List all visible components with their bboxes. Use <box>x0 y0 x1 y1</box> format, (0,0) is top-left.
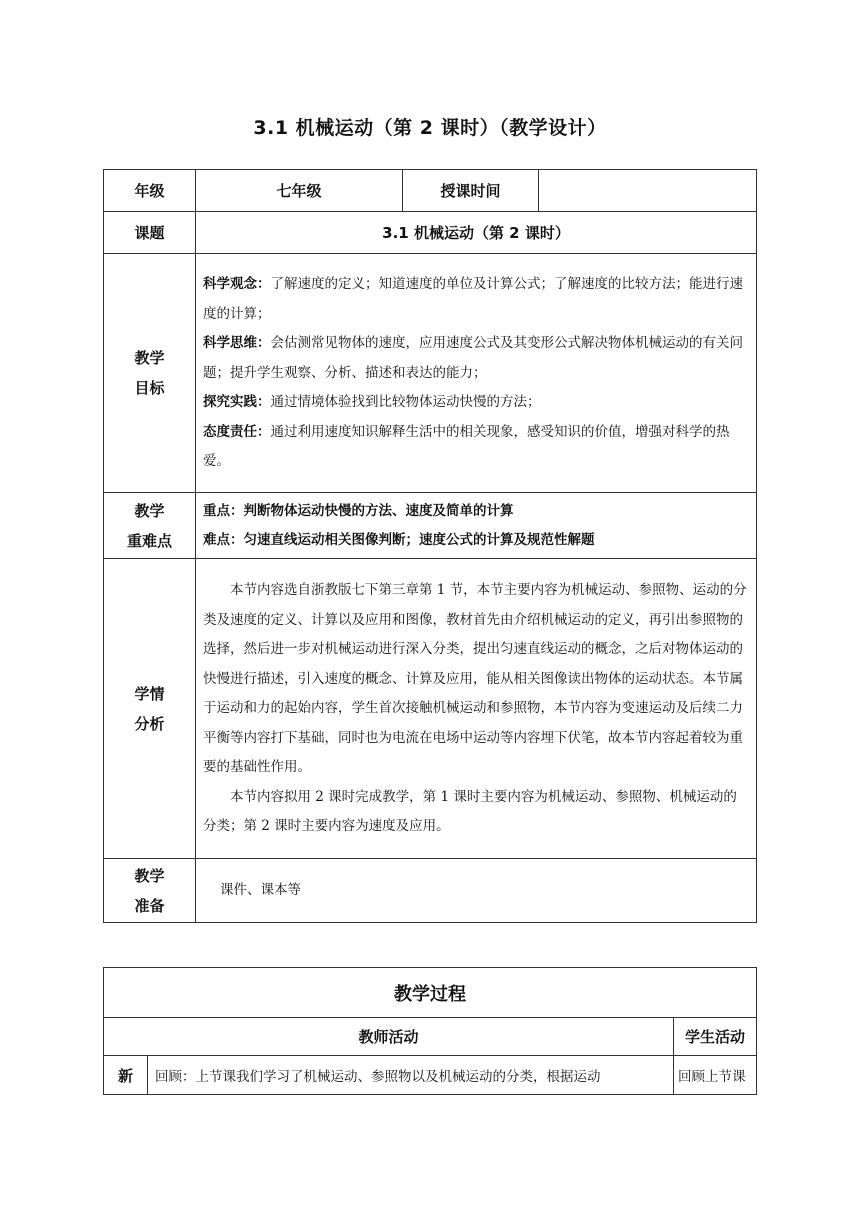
difficult-point-text: 难点：匀速直线运动相关图像判断；速度公式的计算及规范性解题 <box>203 532 595 548</box>
key-points-row <box>104 493 757 559</box>
objective-item <box>203 388 749 418</box>
analysis-label <box>104 559 196 859</box>
grade-label: 年级 <box>104 170 196 212</box>
topic-row <box>104 212 757 254</box>
student-activity-header: 学生活动 <box>674 1018 757 1056</box>
teacher-activity-text: 回顾：上节课我们学习了机械运动、参照物以及机械运动的分类，根据运动 <box>148 1056 674 1095</box>
analysis-label-1: 学情 <box>134 684 165 703</box>
student-activity-text: 回顾上节课 <box>674 1056 757 1095</box>
objective-text: 了解速度的定义；知道速度的单位及计算公式；了解速度的比较方法；能进行速度的计算； <box>203 276 743 322</box>
objective-text: 通过利用速度知识解释生活中的相关现象，感受知识的价值，增强对科学的热爱。 <box>203 423 730 470</box>
preparation-label <box>104 859 196 923</box>
process-title-row <box>104 968 757 1018</box>
objectives-content <box>196 254 757 493</box>
topic-label: 课题 <box>104 212 196 254</box>
objective-item <box>203 270 749 329</box>
objective-tag: 态度责任： <box>203 423 271 440</box>
time-label: 授课时间 <box>403 170 539 212</box>
objective-item <box>203 418 749 477</box>
lesson-info-table <box>103 169 757 923</box>
process-row <box>104 1056 757 1095</box>
time-value <box>539 170 757 212</box>
process-title: 教学过程 <box>104 968 757 1018</box>
document-title: 3.1 机械运动（第 2 课时）（教学设计） <box>253 117 607 139</box>
objective-text: 通过情境体验找到比较物体运动快慢的方法； <box>270 394 541 411</box>
objectives-label-1: 教学 <box>134 349 165 367</box>
preparation-label-2: 准备 <box>134 896 165 915</box>
objectives-label-2: 目标 <box>134 379 165 397</box>
grade-row <box>104 170 757 212</box>
grade-value: 七年级 <box>196 170 403 212</box>
topic-value: 3.1 机械运动（第 2 课时） <box>196 212 757 254</box>
objectives-row <box>104 254 757 493</box>
analysis-paragraph-2: 本节内容拟用 2 课时完成教学，第 1 课时主要内容为机械运动、参照物、机械运动的分类；第 2 课时主要内容为速度及应用。 <box>203 788 737 835</box>
key-point-text: 重点：判断物体运动快慢的方法、速度及简单的计算 <box>203 502 514 519</box>
process-row-label: 新 <box>104 1056 148 1095</box>
preparation-value: 课件、课本等 <box>196 859 757 923</box>
objective-tag: 探究实践： <box>203 394 271 411</box>
objective-tag: 科学思维： <box>203 335 271 352</box>
teacher-activity-header: 教师活动 <box>104 1018 674 1056</box>
analysis-paragraph-1: 本节内容选自浙教版七下第三章第 1 节，本节主要内容为机械运动、参照物、运动的分类及速度的定义、计算以及应用和图像，教材首先由介绍机械运动的定义，再引出参照物的选择，然后进一步对机械运动进行深入分类，提出匀速直线运动的概念，之后对物体运动的快慢进行描述，引入速度的概念、计算及应用，能从相关图像读出物体的运动状态。本节属于运动和力的起始内容，学生首次接触机械运动和参照物，本节内容为变速运动及后续二力平衡等内容打下基础，同时也为电流在电场中运动等内容埋下伏笔，故本节内容起着较为重要的基础性作用。 <box>203 582 747 776</box>
process-header-row <box>104 1018 757 1056</box>
objective-text: 会估测常见物体的速度，应用速度公式及其变形公式解决物体机械运动的有关问题；提升学生观察、分析、描述和表达的能力； <box>203 335 743 381</box>
objective-tag: 科学观念： <box>203 276 271 293</box>
analysis-content <box>196 559 757 859</box>
objective-item <box>203 329 749 388</box>
key-points-label <box>104 493 196 559</box>
key-points-content <box>196 493 757 559</box>
analysis-label-2: 分析 <box>134 714 165 733</box>
analysis-row <box>104 559 757 859</box>
key-points-label-2: 重难点 <box>126 531 172 550</box>
teaching-process-table <box>103 967 757 1095</box>
preparation-row <box>104 859 757 923</box>
key-points-label-1: 教学 <box>134 501 165 520</box>
objectives-label <box>104 254 196 493</box>
preparation-label-1: 教学 <box>134 866 165 885</box>
